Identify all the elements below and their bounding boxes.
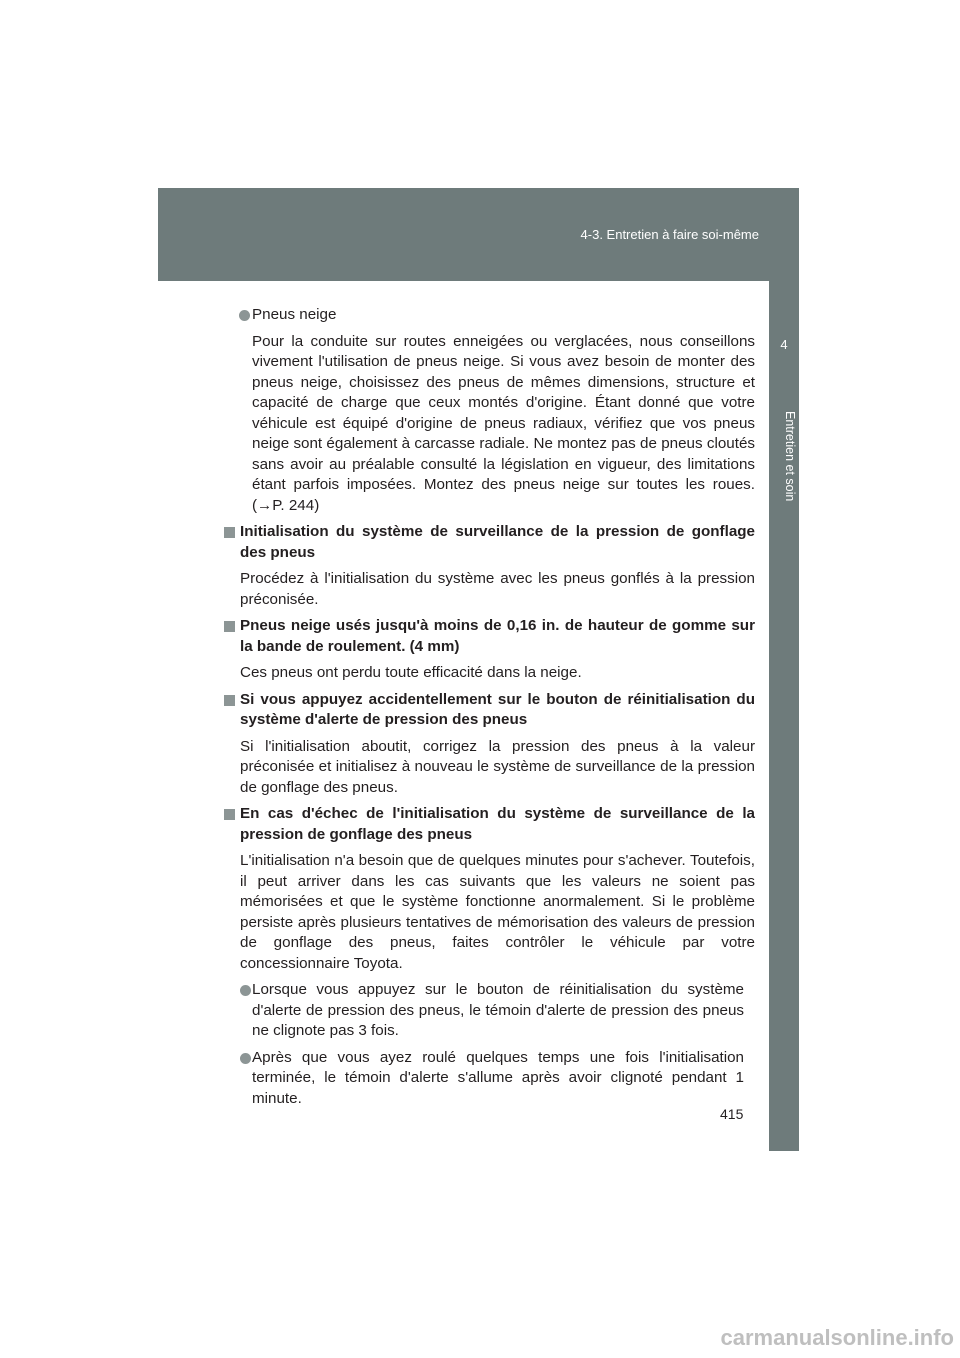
circle-bullet-icon <box>240 985 251 996</box>
circle-bullet-icon <box>239 310 250 321</box>
page-number: 415 <box>720 1106 744 1122</box>
section-text: Si l'initialisation aboutit, corrigez la pression des pneus à la valeur préconisée et initialisez à nouveau le système de surveillance de la pression de gonflage des pneus. <box>240 737 755 796</box>
bullet-text: Pour la conduite sur routes enneigées ou verglacées, nous conseillons vivement l'utilisation de pneus neige. Si vous avez besoin de monter des pneus neige, choisissez des pneus de mêmes dimensions, structure et capacité de charge que ceux montés d'origine. Étant donné que votre véhicule est équipé d'origine de pneus radiaux, vérifiez que vos pneus neige sont également à carcasse radiale. Ne montez pas de pneus cloutés sans avoir au préalable consulté la législation en vigueur, des limitations étant parfois imposées. Montez des pneus neige sur toutes les roues. (→P. 244) <box>252 332 755 514</box>
section-header-band <box>158 188 799 281</box>
circle-bullet-icon <box>240 1053 251 1064</box>
section-text: Ces pneus ont perdu toute efficacité dans la neige. <box>240 664 582 681</box>
chapter-number: 4 <box>780 337 788 352</box>
section-text: Procédez à l'initialisation du système avec les pneus gonflés à la pression préconisée. <box>240 570 755 608</box>
section-reset-button <box>222 690 755 799</box>
chapter-title: Entretien et soin <box>783 411 797 502</box>
bullet-title: Pneus neige <box>252 306 337 323</box>
section-initialisation-failure <box>222 804 755 1109</box>
section-text: L'initialisation n'a besoin que de quelques minutes pour s'achever. Toutefois, il peut arriver dans les cas suivants que les valeurs ne soient pas mémorisées et que le système fonctionne anormalement. Si le problème persiste après plusieurs tentatives de mémorisation des valeurs de pression de gonflage des pneus, faites contrôler le véhicule par votre concessionnaire Toyota. <box>240 852 755 972</box>
section-heading: En cas d'échec de l'initialisation du système de surveillance de la pression de gonflage des pneus <box>240 805 755 843</box>
sub-bullet-text: Lorsque vous appuyez sur le bouton de réinitialisation du système d'alerte de pression des pneus, le témoin d'alerte de pression des pneus ne clignote pas 3 fois. <box>252 981 744 1039</box>
square-bullet-icon <box>224 695 235 706</box>
sub-bullet <box>240 980 744 1042</box>
section-initialisation <box>222 522 755 610</box>
chapter-side-tab <box>769 281 799 1151</box>
sub-bullet-text: Après que vous ayez roulé quelques temps une fois l'initialisation terminée, le témoin d'alerte s'allume après avoir clignoté pendant 1 minute. <box>252 1048 744 1107</box>
section-heading: Si vous appuyez accidentellement sur le bouton de réinitialisation du système d'alerte de pression des pneus <box>240 690 755 728</box>
watermark: carmanualsonline.info <box>720 1325 954 1350</box>
square-bullet-icon <box>224 527 235 538</box>
page-content <box>222 305 755 1109</box>
section-heading: Pneus neige usés jusqu'à moins de 0,16 in. de hauteur de gomme sur la bande de roulement. (4 mm) <box>240 617 755 655</box>
section-heading: Initialisation du système de surveillance de la pression de gonflage des pneus <box>240 523 755 561</box>
section-worn-snow-tires <box>222 616 755 684</box>
square-bullet-icon <box>224 809 235 820</box>
sub-bullet <box>240 1048 744 1110</box>
square-bullet-icon <box>224 621 235 632</box>
section-title: 4-3. Entretien à faire soi-même <box>580 227 759 242</box>
snow-tires-bullet <box>222 305 755 516</box>
